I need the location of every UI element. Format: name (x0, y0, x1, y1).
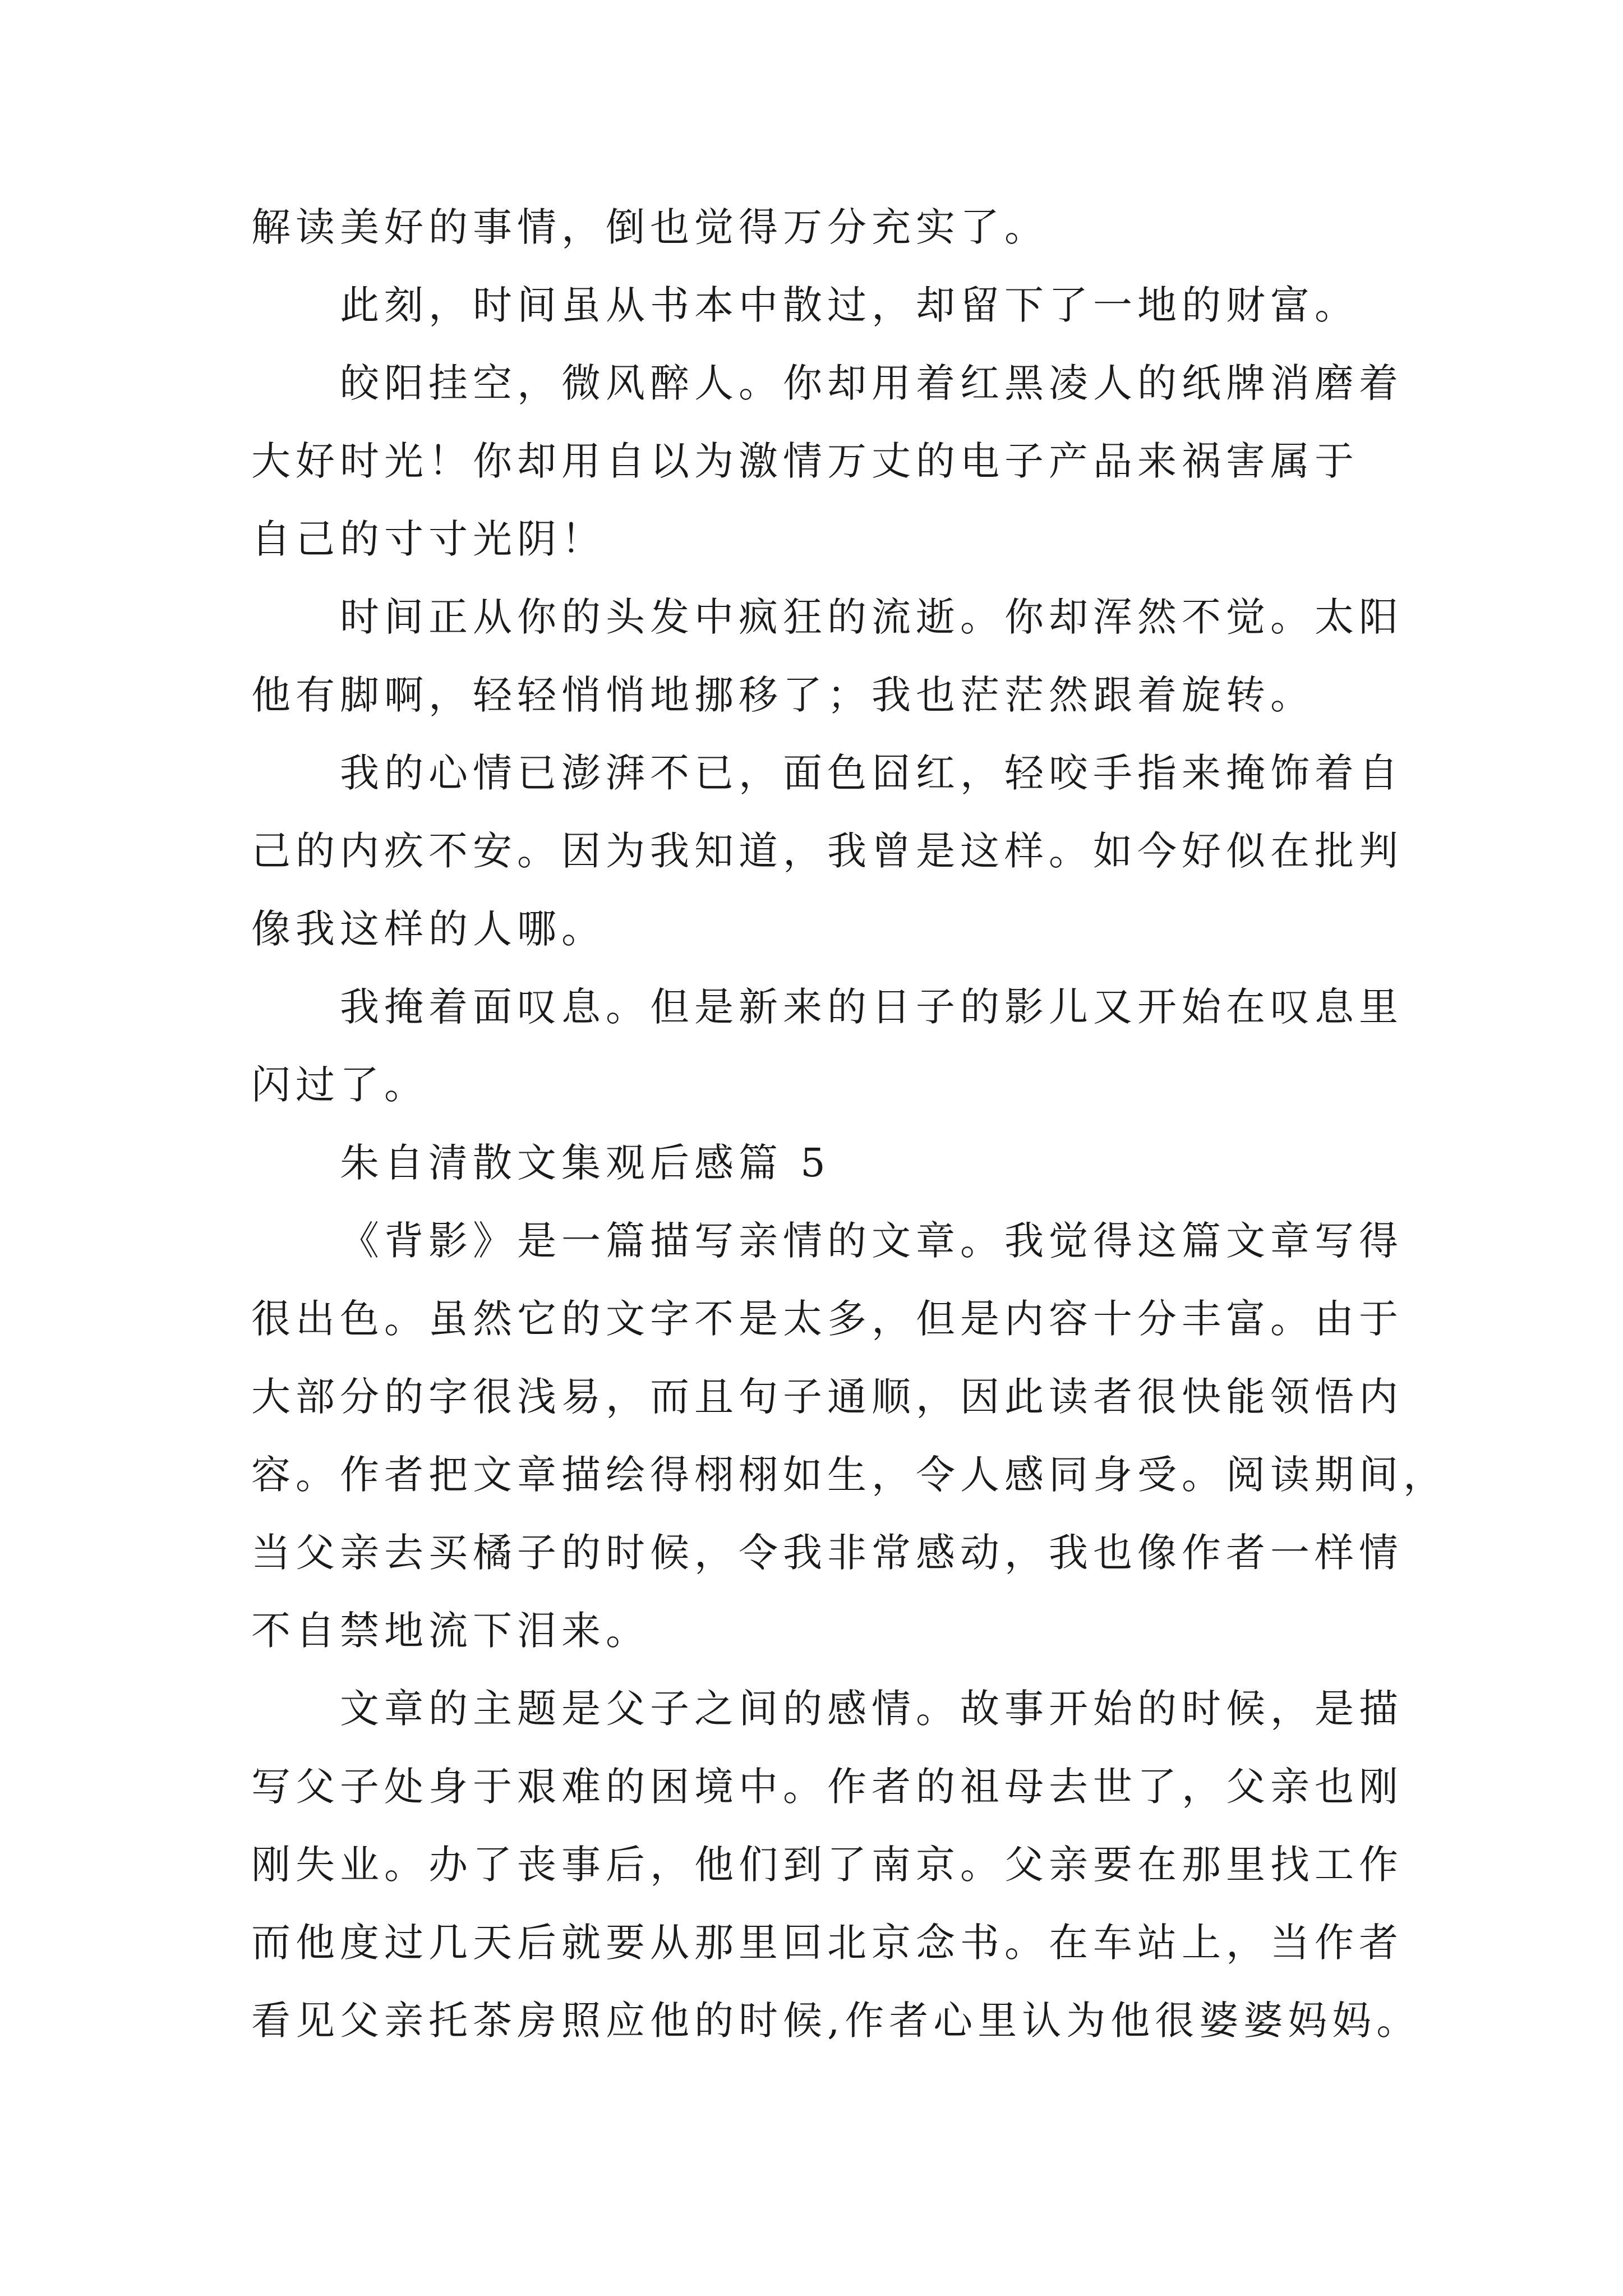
text-line: 他有脚啊，轻轻悄悄地挪移了；我也茫茫然跟着旋转。 (251, 672, 1315, 718)
text-line: 大部分的字很浅易，而且句子通顺，因此读者很快能领悟内 (251, 1374, 1403, 1420)
text-line: 当父亲去买橘子的时候，令我非常感动，我也像作者一样情 (251, 1530, 1403, 1576)
text-line: 很出色。虽然它的文字不是太多，但是内容十分丰富。由于 (251, 1296, 1403, 1342)
text-line: 此刻，时间虽从书本中散过，却留下了一地的财富。 (340, 282, 1359, 328)
section-heading: 朱自清散文集观后感篇 5 (340, 1140, 831, 1186)
text-line: 大好时光！你却用自以为激情万丈的电子产品来祸害属于 (251, 438, 1359, 484)
text-line: 我的心情已澎湃不已，面色囧红，轻咬手指来掩饰着自 (340, 750, 1403, 796)
text-line: 解读美好的事情，倒也觉得万分充实了。 (251, 204, 1049, 250)
text-line: 而他度过几天后就要从那里回北京念书。在车站上，当作者 (251, 1920, 1403, 1966)
text-line: 写父子处身于艰难的困境中。作者的祖母去世了，父亲也刚 (251, 1764, 1403, 1810)
text-line: 闪过了。 (251, 1062, 428, 1108)
body-text (251, 188, 1447, 2060)
text-line: 《背影》是一篇描写亲情的文章。我觉得这篇文章写得 (340, 1218, 1403, 1264)
text-line: 文章的主题是父子之间的感情。故事开始的时候，是描 (340, 1686, 1403, 1732)
text-line: 不自禁地流下泪来。 (251, 1608, 650, 1654)
text-line: 看见父亲托茶房照应他的时候,作者心里认为他很婆婆妈妈。 (251, 1998, 1421, 2044)
text-line: 自己的寸寸光阴！ (251, 516, 606, 562)
text-line: 皎阳挂空，微风醉人。你却用着红黑凌人的纸牌消磨着 (340, 360, 1403, 406)
text-line: 刚失业。办了丧事后，他们到了南京。父亲要在那里找工作 (251, 1842, 1403, 1888)
text-line: 容。作者把文章描绘得栩栩如生，令人感同身受。阅读期间， (251, 1452, 1447, 1498)
text-line: 像我这样的人哪。 (251, 906, 606, 952)
text-line: 己的内疚不安。因为我知道，我曾是这样。如今好似在批判 (251, 828, 1403, 874)
text-line: 时间正从你的头发中疯狂的流逝。你却浑然不觉。太阳 (340, 594, 1403, 640)
text-line: 我掩着面叹息。但是新来的日子的影儿又开始在叹息里 (340, 984, 1403, 1030)
